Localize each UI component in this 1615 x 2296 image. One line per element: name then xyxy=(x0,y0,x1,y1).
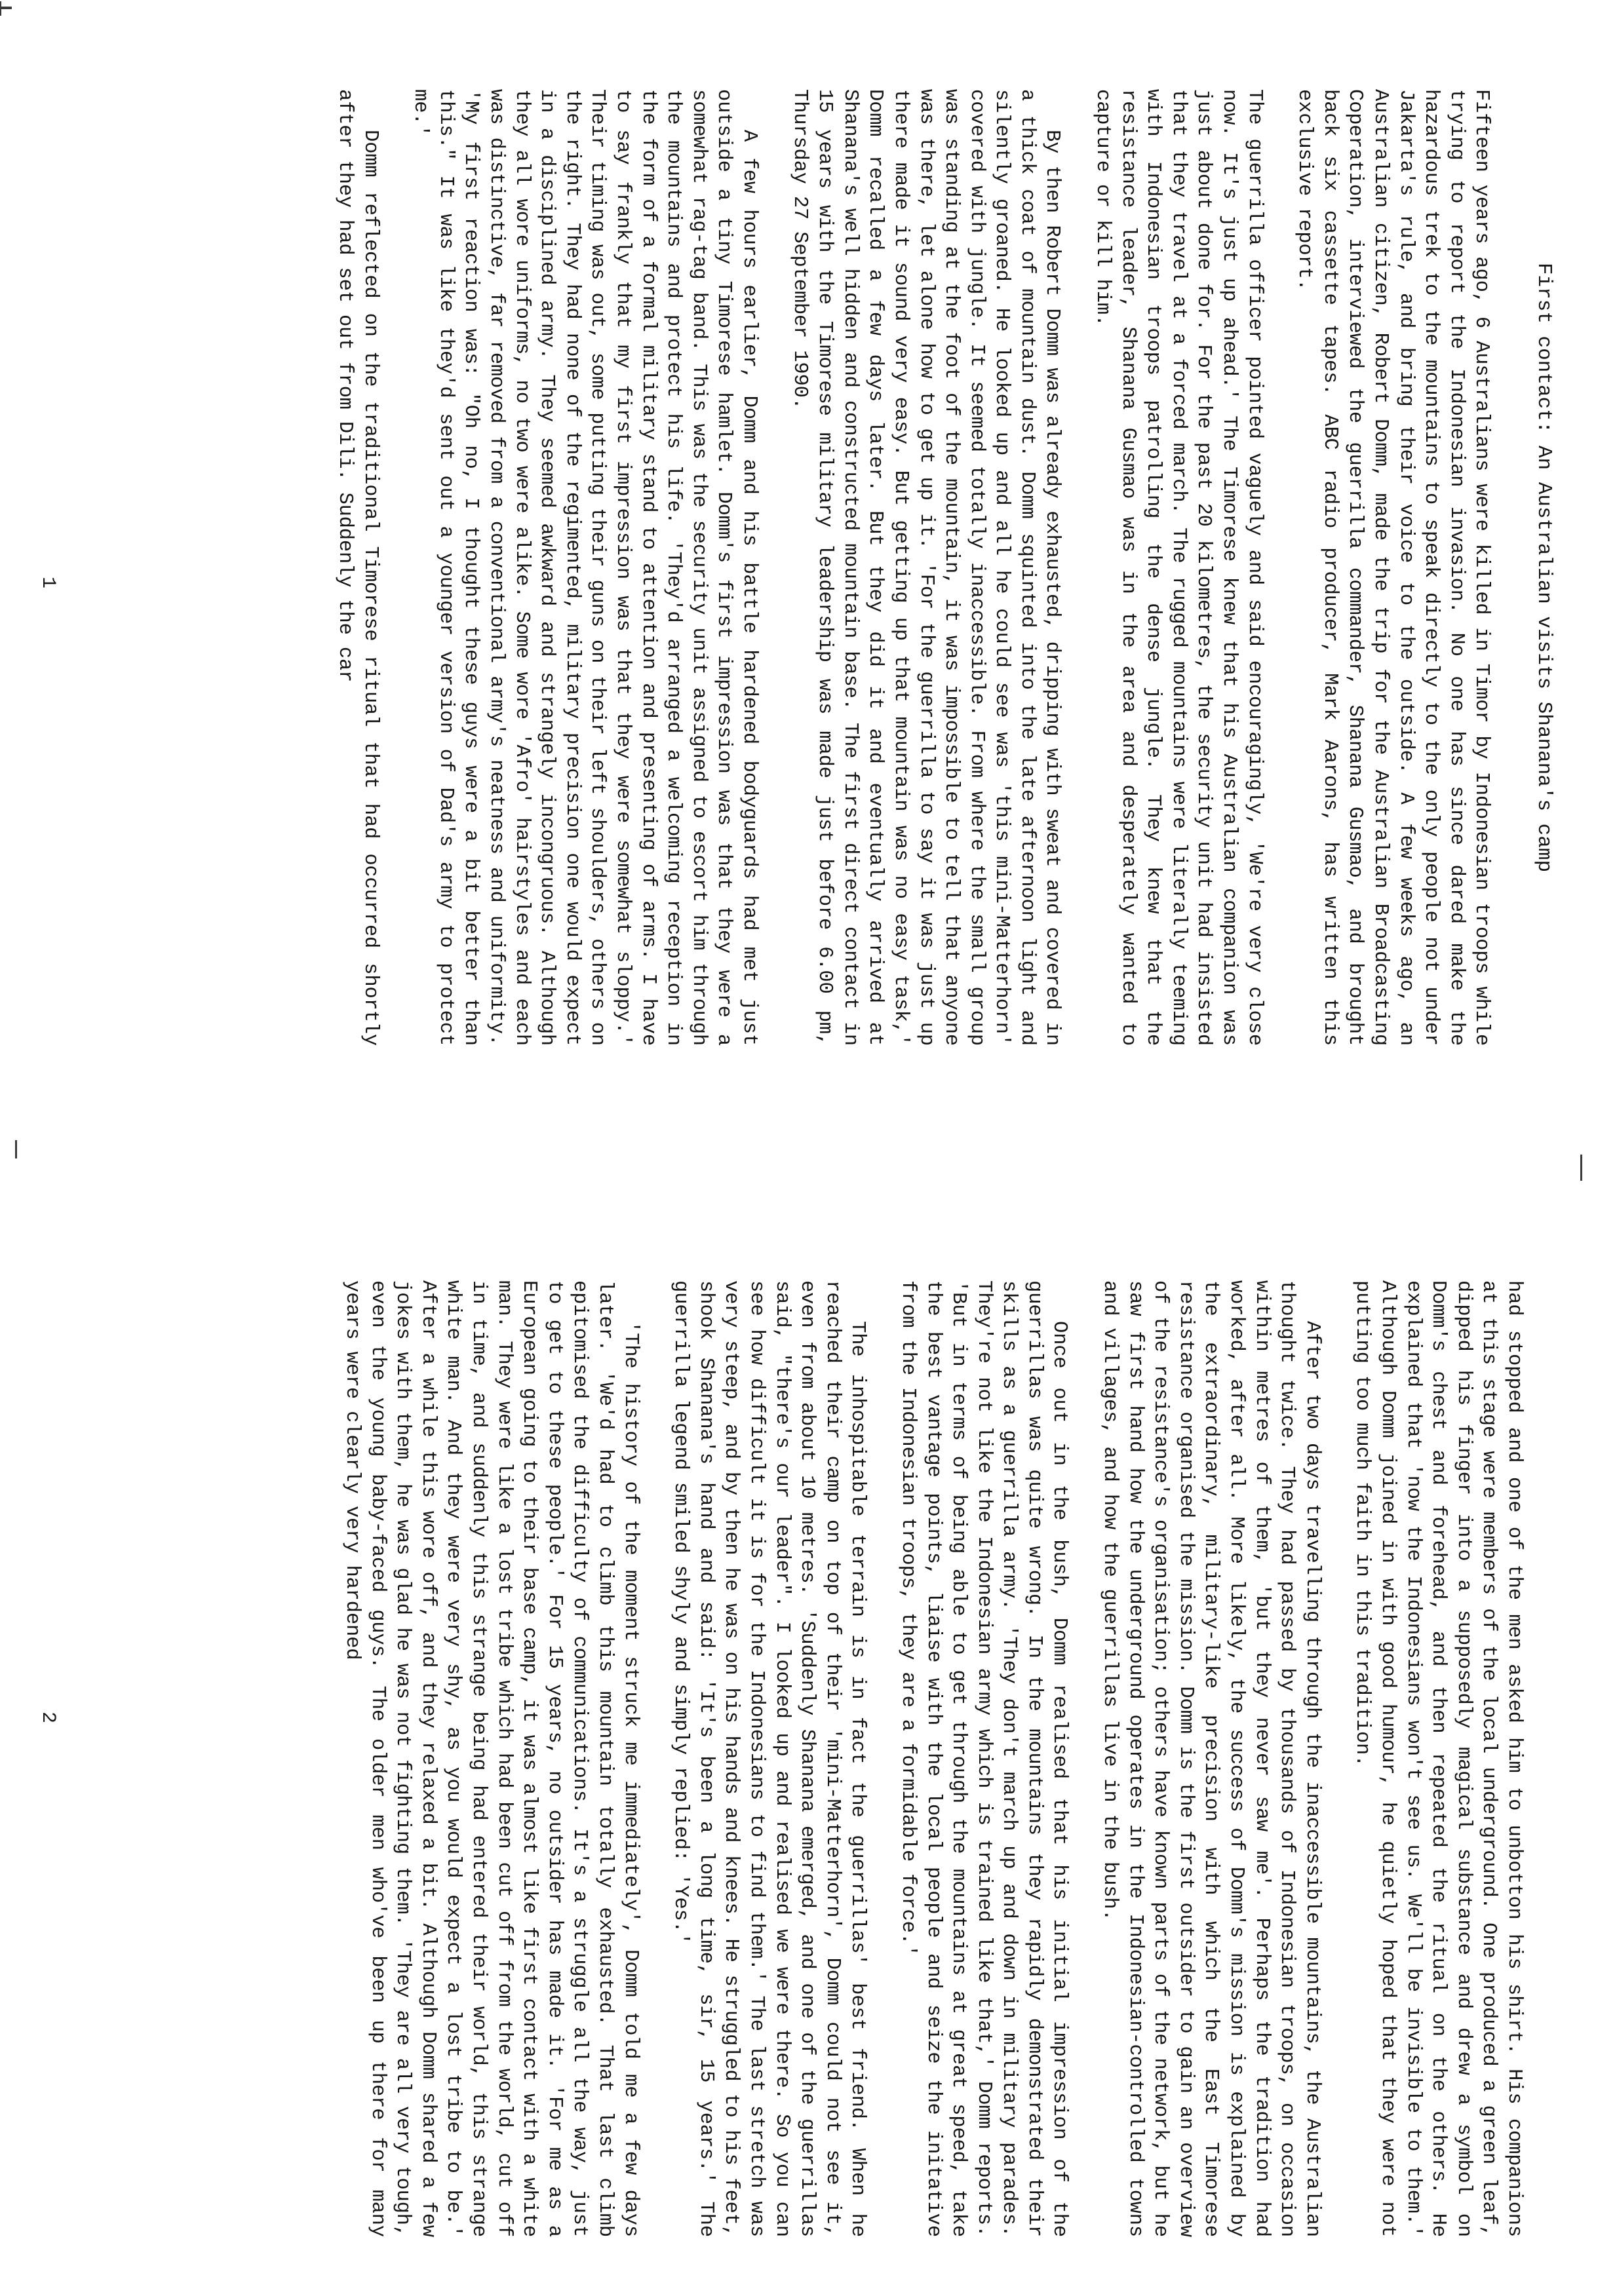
body-paragraph: A few hours earlier, Domm and his battle hardened bodyguards had met just outside a tiny Timorese hamlet. Domm's first impression was that they were a somewhat rag-tag band. This was the security unit assigned to escort him through the mountains and protect his life. 'They'd arranged a welcoming reception in the form of a formal military stand to attention and presenting of arms. I have to say frankly that my first impression was that they were somewhat sloppy.' Their timing was out, some putting their guns on their left shoulders, others on the right. They had none of the regimented, military precision one would expect in a disciplined army. They seemed awkward and strangely incongruous. Although they all wore uniforms, no two were alike. Some wore 'Afro' hairstyles and each was distinctive, far removed from a conventional army's neatness and uniformity. 'My first reaction was: "Oh no, I thought these guys were a bit better than this." It was like they'd sent out a younger version of Dad's army to protect me.' xyxy=(409,89,760,1046)
body-paragraph: The inhospitable terrain is in fact the guerrillas' best friend. When he reached their camp on top of their 'mini-Matterhorn', Domm could not see it, even from about 10 metres. 'Suddenly Shanana emerged, and one of the guerrillas said, "there's our leader". I looked up and realised we were there. So you can see how difficult it is for the Indonesians to find them.' The last stretch was very steep, and by then he was on his hands and knees. He struggled to his feet, shook Shanana's hand and said: 'It's been a long time, sir, 15 years.' The guerrilla legend smiled shyly and simply replied: 'Yes.' xyxy=(669,1280,869,2237)
fold-mark xyxy=(15,1140,17,1158)
page-1-column xyxy=(307,89,1556,1046)
scan-mark xyxy=(0,1,1,16)
page-number: 1 xyxy=(37,577,59,589)
scan-mark xyxy=(0,7,12,9)
fold-mark xyxy=(1580,1155,1582,1181)
body-paragraph: 'The history of the moment struck me immediately', Domm told me a few days later. 'We'd had to climb this mountain totally exhausted. That last climb epitomised the difficulty of communications. It's a struggle all the way, just to get to these people.' For 15 years, no outsider has made it. 'For me as a European going to their base camp, it was almost like first contact with a white man. They were like a lost tribe which had been cut off from the world, cut off in time, and suddenly this strange being had entered their world, this strange white man. And they were very shy, as you would expect a lost tribe to be.' After a while this wore off, and they relaxed a bit. Although Domm shared a few jokes with them, he was glad he was not fighting them. 'They are all very tough, even the young baby-faced guys. The older men who've been up there for many years were clearly very hardened xyxy=(341,1280,642,2237)
body-paragraph: The guerrilla officer pointed vaguely and said encouragingly, 'We're very close now. It's just up ahead.' The Timorese knew that his Australian companion was just about done for. For the past 20 kilometres, the security unit had insisted that they travel at a forced march. The rugged mountains were literally teeming with Indonesian troops patrolling the dense jungle. They knew that the resistance leader, Shanana Gusmao was in the area and desperately wanted to capture or kill him. xyxy=(1091,89,1266,1046)
body-paragraph: Once out in the bush, Domm realised that his initial impression of the guerrillas was quite wrong. In the mountains they rapidly demonstrated their skills as a guerrilla army. 'They don't march up and down in military parades. They're not like the Indonesian army which is trained like that,' Domm reports. 'But in terms of being able to get through the mountains at great speed, take the best vantage points, liaise with the local people and seize the initative from the Indonesian troops, they are a formidable force.' xyxy=(896,1280,1071,2237)
intro-paragraph: Fifteen years ago, 6 Australians were killed in Timor by Indonesian troops while trying to report the Indonesian invasion. No one has since dared make the hazardous trek to the mountains to speak directly to the only people not under Jakarta's rule, and bring their voice to the outside. A few weeks ago, an Australian citizen, Robert Domm, made the trip for the Australian Broadcasting Coperation, interviewed the guerrilla commander, Shanana Gusmao, and brought back six cassette tapes. ABC radio producer, Mark Aarons, has written this exclusive report. xyxy=(1293,89,1493,1046)
page-number: 2 xyxy=(37,1712,59,1724)
body-paragraph: By then Robert Domm was already exhausted, dripping with sweat and covered in a thick coat of mountain dust. Domm squinted into the late afternoon light and silently groaned. He looked up and all he could see was 'this mini-Matterhorn' covered with jungle. It seemed totally inaccessible. From where the small group was standing at the foot of the mountain, it was impossible to tell that anyone was there, let alone how to get up it. 'For the guerrilla to say it was just up there made it sound very easy. But getting up that mountain was no easy task,' Domm recalled a few days later. But they did it and eventually arrived at Shanana's well hidden and constructed mountain base. The first direct contact in 15 years with the Timorese military leadership was made just before 6.00 pm, Thursday 27 September 1990. xyxy=(788,89,1064,1046)
body-paragraph: After two days travelling through the inaccessible mountains, the Australian thought twice. They had passed by thousands of Indonesian troops, on occasion within metres of them, 'but they never saw me'. Perhaps the tradition had worked, after all. More likely, the success of Domm's mission is explained by the extraordinary, military-like precision with which the East Timorese resistance organised the mission. Domm is the first outsider to gain an overview of the resistance's organisation; others have known parts of the network, but he saw first hand how the underground operates in the Indonesian-controlled towns and villages, and how the guerrillas live in the bush. xyxy=(1099,1280,1323,2237)
article-title: First contact: An Australian visits Shanana's camp xyxy=(1532,262,1555,873)
body-paragraph: Domm reflected on the traditional Timorese ritual that had occurred shortly after they had set out from Dili. Suddenly the car xyxy=(334,89,381,1046)
page-2-column xyxy=(314,1280,1527,2237)
document-page-2 xyxy=(0,1148,1615,2296)
body-paragraph: had stopped and one of the men asked him to unbotton his shirt. His companions at this stage were members of the local underground. One produced a green leaf, dipped his finger into a supposedly magical substance and drew a symbol on Domm's chest and forehead, and then repeated the ritual on the others. He explained that 'now the Indonesians won't see us. We'll be invisible to them.' Although Domm joined in with good humour, he quietly hoped that they were not putting too much faith in this tradition. xyxy=(1351,1280,1525,2237)
